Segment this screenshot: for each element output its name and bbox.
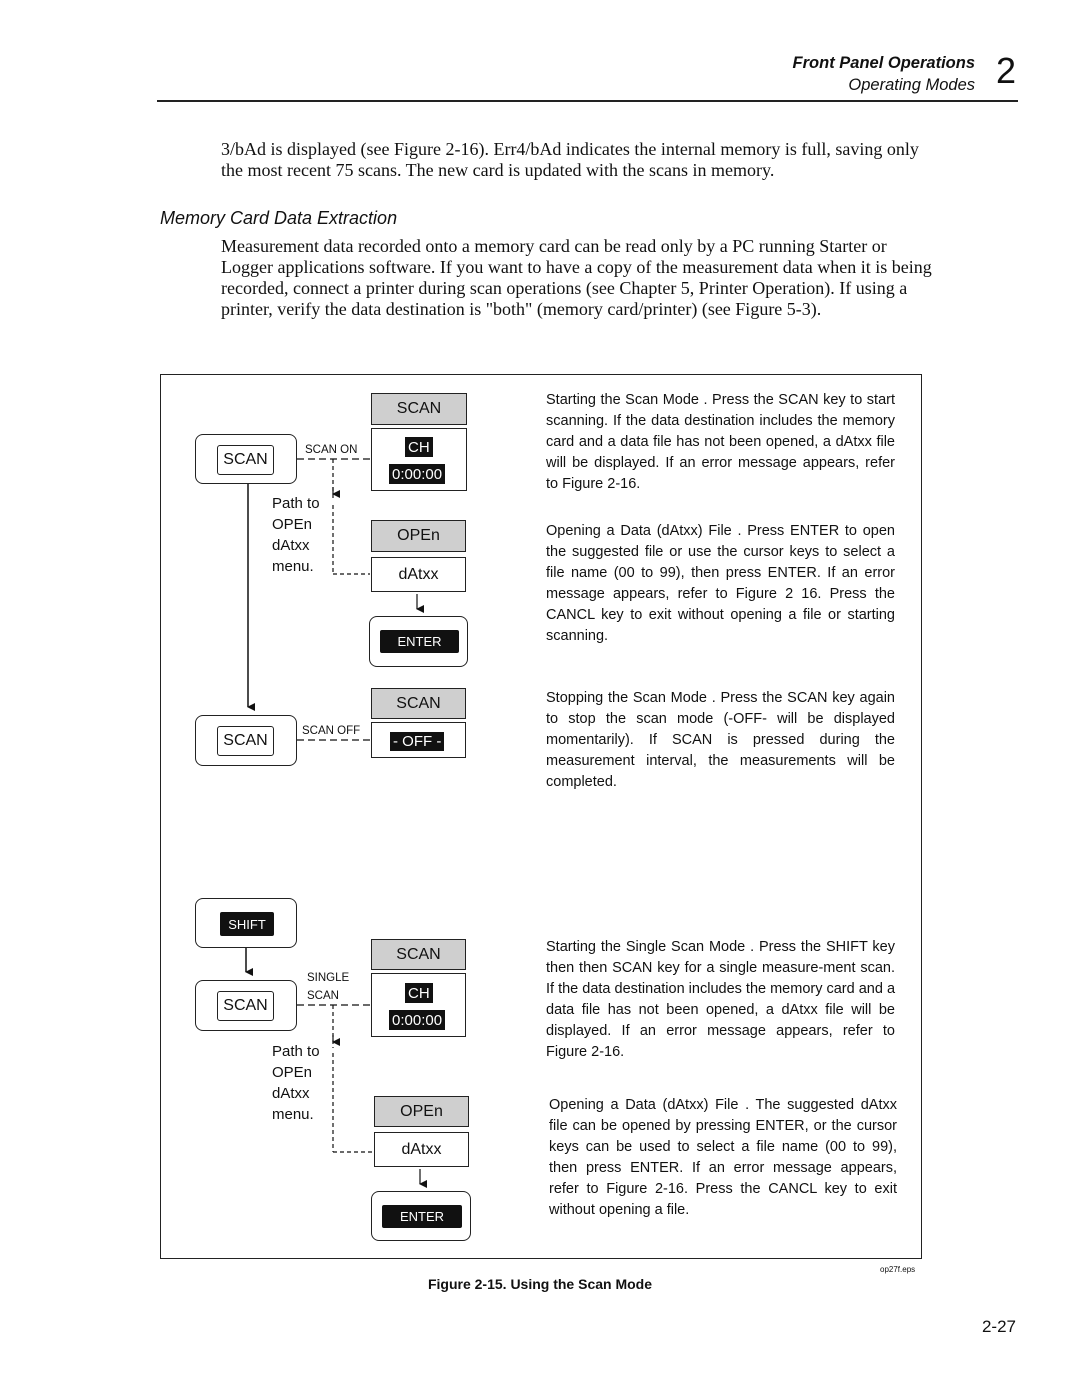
- single-label: SINGLE: [307, 972, 350, 984]
- display-scan-annunciator-stop: SCAN: [371, 688, 466, 719]
- paragraph-extraction: Measurement data recorded onto a memory card can be read only by a PC running Starter or Logger applications software. If you want to have a copy of the measurement data when it is being recorded, connect a printer during scan operations (see Chapter 5, Printer Operation). If using a printer, verify the data destination is "both" (memory card/printer) (see Figure 5-3).: [221, 236, 932, 319]
- display-off: - OFF -: [390, 732, 444, 751]
- enter-key-label: ENTER: [380, 630, 459, 653]
- desc-start-scan: Starting the Scan Mode . Press the SCAN key to start scanning. If the data destination includes the memory card and a data file has not been opened, a dAtxx file will be displayed. If an error message appears, refer to Figure 2-16.: [546, 392, 895, 492]
- enter-key[interactable]: [369, 616, 468, 667]
- scan-key-label: SCAN: [217, 445, 274, 475]
- desc-stop-scan: Stopping the Scan Mode . Press the SCAN key again to stop the scan mode (-OFF- will be displayed momentarily). If SCAN is pressed during the measurement interval, the measurements will be completed.: [546, 690, 895, 790]
- shift-key[interactable]: [195, 898, 297, 948]
- scan-on-label: SCAN ON: [305, 444, 358, 456]
- desc-open-file: Opening a Data (dAtxx) File . Press ENTER to open the suggested file or use the cursor keys to select a file name (00 to 99), then press ENTER. If an error message appears, refer to Figure 2 16. Press the CANCL key to exit without opening a file or starting scanning.: [546, 523, 895, 644]
- paragraph-intro: 3/bAd is displayed (see Figure 2-16). Err4/bAd indicates the internal memory is full, saving only the most recent 75 scans. The new card is updated with the scans in memory.: [221, 139, 919, 180]
- page-number: 2-27: [981, 1317, 1016, 1336]
- figure-file-label: op27f.eps: [880, 1265, 916, 1274]
- display-ch-single: CH: [405, 983, 433, 1003]
- path-line-3: dAtxx: [272, 537, 310, 554]
- display-datxx: dAtxx: [371, 557, 466, 592]
- scan-key[interactable]: [195, 434, 297, 484]
- chapter-number: 2: [995, 50, 1016, 91]
- display-time: 0:00:00: [389, 464, 445, 484]
- path-line-3: dAtxx: [272, 1085, 310, 1102]
- display-scan-annunciator-single: SCAN: [371, 939, 466, 970]
- chapter-title: Front Panel Operations: [792, 54, 975, 72]
- enter-key-single-label: ENTER: [382, 1205, 462, 1228]
- path-line-4: menu.: [272, 1106, 314, 1123]
- display-ch: CH: [405, 437, 433, 457]
- single-scan-label: SCAN: [307, 990, 339, 1002]
- display-open: OPEn: [371, 520, 466, 552]
- display-scan-annunciator: SCAN: [371, 393, 467, 425]
- scan-key-stop-label: SCAN: [217, 726, 274, 756]
- scan-key-single[interactable]: [195, 980, 297, 1031]
- path-line-1: Path to: [272, 495, 320, 512]
- shift-key-label: SHIFT: [220, 912, 274, 936]
- path-line-2: OPEn: [272, 1064, 313, 1081]
- scan-key-stop[interactable]: [195, 715, 297, 766]
- figure-caption: Figure 2-15. Using the Scan Mode: [427, 1276, 653, 1292]
- path-line-4: menu.: [272, 558, 314, 575]
- display-open-single: OPEn: [374, 1096, 469, 1127]
- section-title: Operating Modes: [848, 76, 975, 94]
- enter-key-single[interactable]: [371, 1191, 471, 1241]
- scan-off-label: SCAN OFF: [302, 725, 361, 737]
- desc-single-scan: Starting the Single Scan Mode . Press the SHIFT key then then SCAN key for a single measure-ment scan. If the data destination includes the memory card and a data file has not been opened, a dAtxx file will be displayed. If an error message appears, refer to Figure 2-16.: [546, 939, 896, 1060]
- path-label: [272, 493, 320, 577]
- display-datxx-single: dAtxx: [374, 1132, 469, 1167]
- path-line-2: OPEn: [272, 516, 313, 533]
- path-label-single: [272, 1041, 320, 1125]
- section-heading: Memory Card Data Extraction: [160, 208, 398, 228]
- display-time-single: 0:00:00: [389, 1010, 445, 1030]
- scan-key-single-label: SCAN: [217, 991, 274, 1021]
- desc-open-file-single: Opening a Data (dAtxx) File . The suggested dAtxx file can be opened by pressing ENTER, or the cursor keys can be used to select a file name (00 to 99), then press ENTER. If an error message appears, refer to Figure 2-16. Press the CANCL key to exit without opening a file.: [549, 1097, 897, 1218]
- path-line-1: Path to: [272, 1043, 320, 1060]
